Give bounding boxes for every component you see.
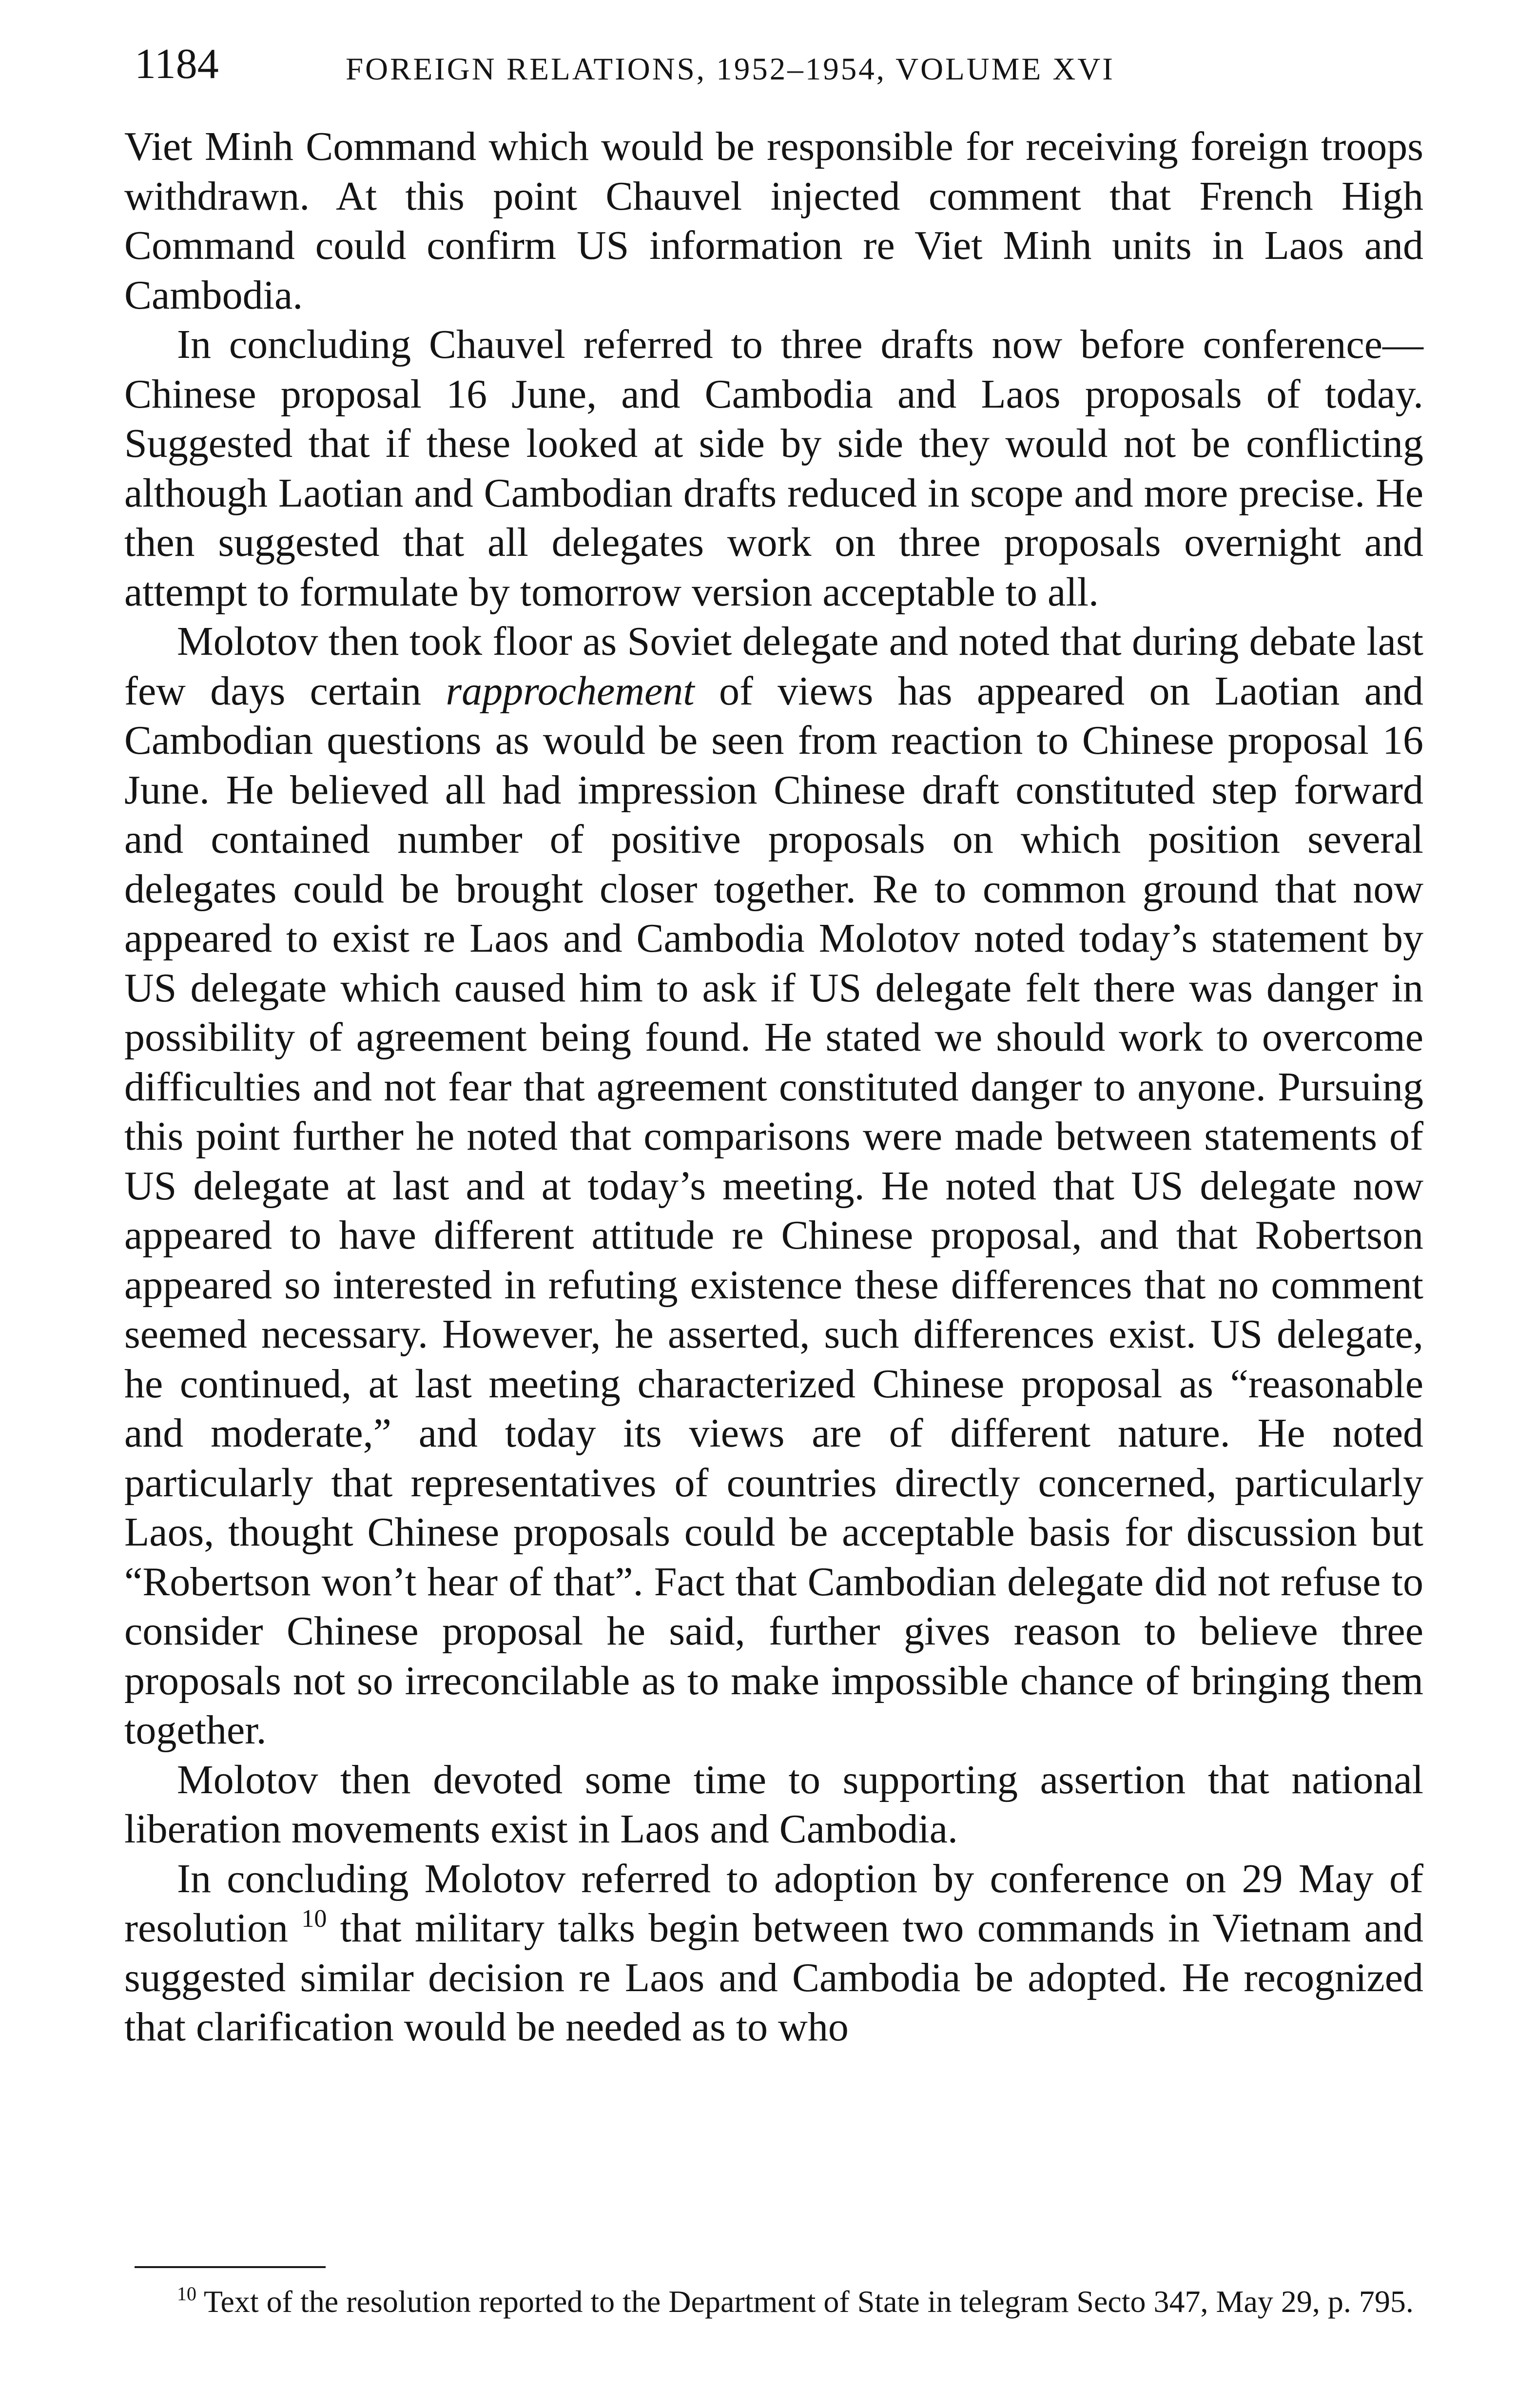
paragraph-molotov-concluding	[124, 1854, 1423, 2052]
footnote-marker: 10	[177, 2283, 196, 2305]
page-header	[135, 34, 1421, 102]
running-head: FOREIGN RELATIONS, 1952–1954, VOLUME XVI	[346, 52, 1115, 87]
footnote-reference[interactable]: 10	[301, 1905, 327, 1933]
paragraph-chauvel-drafts: In concluding Chauvel referred to three drafts now before conference—Chinese proposal 16 June, and Cambodia and Laos proposals of today. Suggested that if these looked at side by side they would not be conflicting although Laotian and Cambodian drafts reduced in scope and more precise. He then suggested that all delegates work on three proposals overnight and attempt to formulate by tomorrow version acceptable to all.	[124, 322, 1423, 615]
footnote	[124, 2282, 1423, 2322]
paragraph-liberation-movements: Molotov then devoted some time to supporting assertion that national liberation movements exist in Laos and Cambodia.	[124, 1757, 1423, 1852]
italic-term: rapprochement	[446, 668, 695, 714]
footnote-divider	[135, 2266, 326, 2268]
body-text	[124, 122, 1423, 2052]
paragraph-continuation: Viet Minh Command which would be responsible for receiving foreign troops withdrawn. At this point Chauvel injected comment that French High Command could confirm US information re Viet Minh units in Laos and Cambodia.	[124, 124, 1423, 318]
paragraph-text: Molotov then took floor as Soviet delegate and noted that during debate last few days certain	[124, 619, 1423, 714]
paragraph-text: In concluding Molotov referred to adoption by conference on 29 May of resolution	[124, 1856, 1423, 1951]
paragraph-molotov-statement	[124, 617, 1423, 1755]
page-number: 1184	[135, 40, 219, 88]
paragraph-text: that military talks begin between two commands in Vietnam and suggested similar decision re Laos and Cambodia be adopted. He recognized that clarification would be needed as to who	[124, 1905, 1423, 2050]
footnote-text: Text of the resolution reported to the Department of State in telegram Secto 347, May 29, p. 795.	[196, 2284, 1414, 2319]
paragraph-text: of views has appeared on Laotian and Cambodian questions as would be seen from reaction to Chinese proposal 16 June. He believed all had impression Chinese draft constituted step forward and contained number of positive proposals on which position several delegates could be brought closer together. Re to common ground that now appeared to exist re Laos and Cambodia Molotov noted today’s statement by US delegate which caused him to ask if US delegate felt there was danger in possibility of agreement being found. He stated we should work to overcome difficulties and not fear that agreement constituted danger to anyone. Pursuing this point further he noted that comparisons were made between statements of US delegate at last and at today’s meeting. He noted that US delegate now appeared to have different attitude re Chinese proposal, and that Robertson appeared so interested in refuting existence these differences that no comment seemed necessary. However, he asserted, such differences exist. US delegate, he continued, at last meeting characterized Chinese proposal as “reasonable and moderate,” and today its views are of different nature. He noted particularly that representatives of countries directly concerned, particularly Laos, thought Chinese proposals could be acceptable basis for discussion but “Robertson won’t hear of that”. Fact that Cambodian delegate did not refuse to consider Chinese proposal he said, further gives reason to believe three proposals not so irreconcilable as to make impossible chance of bringing them together.	[124, 668, 1424, 1753]
